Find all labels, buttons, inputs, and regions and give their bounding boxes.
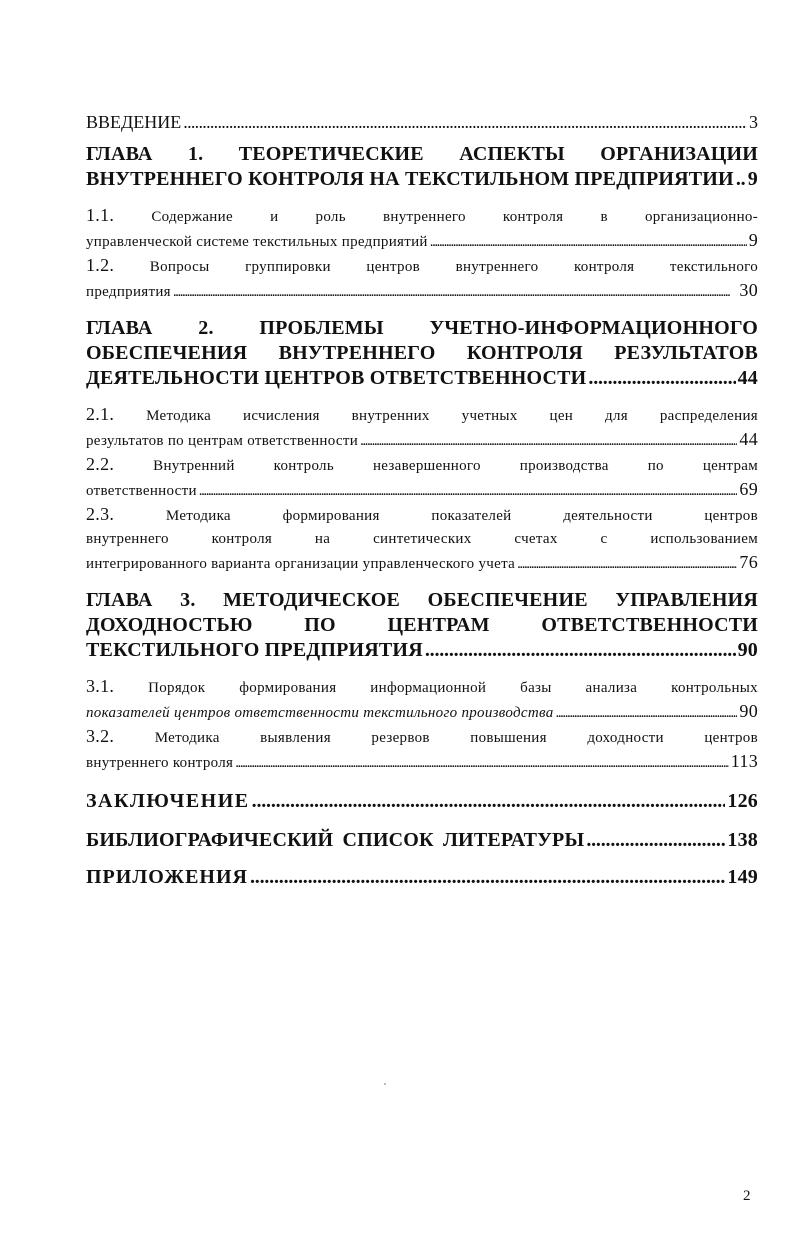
entry-page: 90 <box>739 701 758 721</box>
entry-page: 44 <box>737 367 758 389</box>
entry-page: 9 <box>747 168 758 190</box>
section-title-line: управленческой системе текстильных предприятий <box>86 234 428 250</box>
toc-entry-chapter-3[interactable] <box>86 588 758 663</box>
entry-page: 44 <box>739 429 758 449</box>
dot-leader <box>250 865 725 890</box>
section-title-line: результатов по центрам ответственности <box>86 433 359 449</box>
toc-entry-appendix[interactable] <box>86 865 758 890</box>
dot-leader <box>517 553 737 576</box>
page-number: 2 <box>743 1188 751 1204</box>
section-title-line: интегрированного варианта организации управленческого учета <box>86 556 516 572</box>
dot-leader <box>199 480 738 503</box>
dot-leader <box>252 789 726 814</box>
chapter-heading-line: ТЕКСТИЛЬНОГО ПРЕДПРИЯТИЯ <box>86 639 423 661</box>
toc-entry-conclusion[interactable] <box>86 789 758 814</box>
dot-leader <box>183 110 747 134</box>
dot-leader <box>360 430 737 453</box>
toc-entry-section-3-1[interactable]: 3.1. Порядок формирования информационной базы анализа контрольных показателей центров ответственности текстильного производства . . . 90 <box>86 675 758 725</box>
entry-title: ЗАКЛЮЧЕНИЕ <box>86 790 250 812</box>
section-title-line: предприятия <box>86 284 171 300</box>
dot-leader <box>173 281 738 304</box>
table-of-contents <box>86 110 758 890</box>
entry-page: 149 <box>727 866 758 888</box>
entry-page: 113 <box>730 751 758 771</box>
toc-entry-section-3-2[interactable]: 3.2. Методика выявления резервов повышения доходности центров внутреннего контроля . . . 113 <box>86 725 758 775</box>
dot-leader <box>430 231 747 254</box>
dot-leader <box>235 752 729 775</box>
entry-page: 126 <box>727 790 758 812</box>
toc-entry-chapter-2[interactable] <box>86 316 758 391</box>
dot-leader <box>586 828 725 853</box>
section-title-line: внутреннего контроля <box>86 755 234 771</box>
toc-entry-section-2-2[interactable]: 2.2. Внутренний контроль незавершенного производства по центрам ответственности . . . 69 <box>86 453 758 503</box>
entry-page: 9 <box>748 230 758 250</box>
toc-entry-chapter-1[interactable] <box>86 142 758 192</box>
dot-leader <box>425 638 736 663</box>
toc-entry-section-1-2[interactable]: 1.2. Вопросы группировки центров внутреннего контроля текстильного предприятия . . . 30 <box>86 254 758 304</box>
section-title-line: ответственности <box>86 483 197 499</box>
chapter-heading-line: ДЕЯТЕЛЬНОСТИ ЦЕНТРОВ ОТВЕТСТВЕННОСТИ <box>86 367 587 389</box>
chapter-heading-line: ВНУТРЕННЕГО КОНТРОЛЯ НА ТЕКСТИЛЬНОМ ПРЕДПРИЯТИИ <box>86 168 734 190</box>
entry-title: ВВЕДЕНИЕ <box>86 112 182 132</box>
entry-page: 138 <box>727 829 758 851</box>
entry-page: 76 <box>739 552 758 572</box>
chapter-heading-line: ГЛАВА 3. МЕТОДИЧЕСКОЕ ОБЕСПЕЧЕНИЕ УПРАВЛЕНИЯ <box>86 589 759 611</box>
section-title-line: показателей центров ответственности текстильного производства <box>86 705 554 721</box>
chapter-heading-line: ДОХОДНОСТЬЮ ПО ЦЕНТРАМ ОТВЕТСТВЕННОСТИ <box>86 614 759 636</box>
dot-leader <box>588 366 735 391</box>
toc-entry-bibliography[interactable] <box>86 828 758 853</box>
toc-entry-section-1-1[interactable]: 1.1. Содержание и роль внутреннего контроля в организационно- управленческой системе текстильных предприятий . . . 9 <box>86 204 758 254</box>
chapter-heading-line: ГЛАВА 1. ТЕОРЕТИЧЕСКИЕ АСПЕКТЫ ОРГАНИЗАЦИИ <box>86 143 758 165</box>
entry-page: 90 <box>737 639 758 661</box>
toc-entry-section-2-3[interactable]: 2.3. Методика формирования показателей деятельности центров внутреннего контроля на синтетических счетах с использованием интегрированного варианта организации управленческого учета . . . 76 <box>86 503 758 576</box>
toc-entry-section-2-1[interactable]: 2.1. Методика исчисления внутренних учетных цен для распределения результатов по центрам ответственности . . . 44 <box>86 403 758 453</box>
dot-leader <box>556 702 738 725</box>
chapter-heading-line: ОБЕСПЕЧЕНИЯ ВНУТРЕННЕГО КОНТРОЛЯ РЕЗУЛЬТАТОВ <box>86 342 758 364</box>
entry-title: ПРИЛОЖЕНИЯ <box>86 866 248 888</box>
entry-page: 30 <box>739 280 758 300</box>
scan-speck <box>384 1083 386 1085</box>
chapter-heading-line: ГЛАВА 2. ПРОБЛЕМЫ УЧЕТНО-ИНФОРМАЦИОННОГО <box>86 317 759 339</box>
toc-entry-introduction[interactable] <box>86 110 758 134</box>
entry-page: 3 <box>749 112 758 132</box>
entry-title: БИБЛИОГРАФИЧЕСКИЙ СПИСОК ЛИТЕРАТУРЫ <box>86 829 585 851</box>
entry-page: 69 <box>739 479 758 499</box>
dot-leader <box>736 167 746 192</box>
